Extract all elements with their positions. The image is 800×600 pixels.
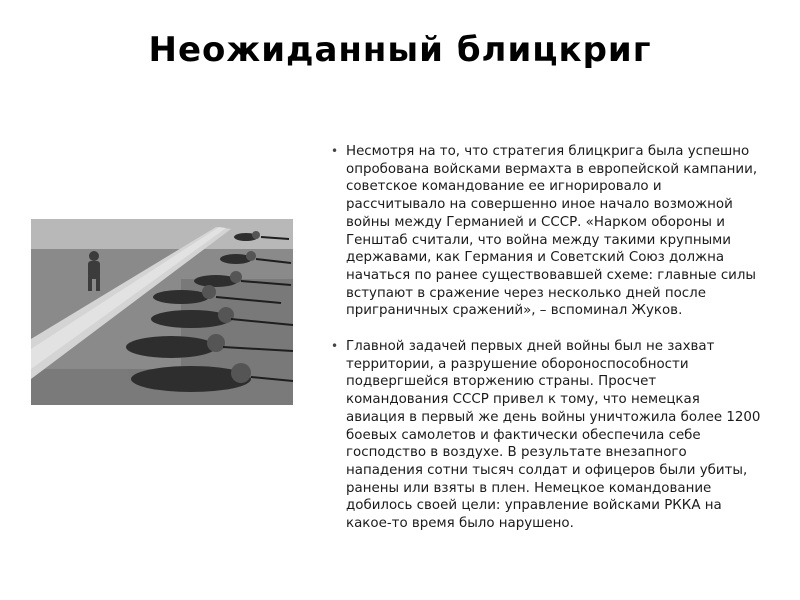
bullet-marker: • bbox=[331, 144, 339, 158]
historical-photo bbox=[31, 219, 293, 405]
soldiers-photo-icon bbox=[31, 219, 293, 405]
bullet-text: Главной задачей первых дней войны был не захват территории, а разрушение обороноспособности подвергшейся вторжению страны. Просчет командования СССР привел к тому, что немецкая авиация в первый же день войны уничтожила более 1200 боевых самолетов и фактически обеспечила себе господство в воздухе. В результате внезапного нападения сотни тысяч солдат и офицеров были убиты, ранены или взяты в плен. Немецкое командование добилось своей цели: управление войсками РККА на какое-то время было нарушено. bbox=[346, 339, 761, 532]
bullet-item-2 bbox=[330, 338, 762, 533]
bullet-text: Несмотря на то, что стратегия блицкрига была успешно опробована войсками вермахта в европейской кампании, советское командование ее игнорировало и рассчитывало на совершенно иное начало возможной войны между Германией и СССР. «Нарком обороны и Генштаб считали, что война между такими крупными державами, как Германия и Советский Союз должна начаться по ранее существовавшей схеме: главные силы вступают в сражение через несколько дней после приграничных сражений», – вспоминал Жуков. bbox=[346, 144, 758, 319]
bullet-item-1 bbox=[330, 143, 762, 320]
bullet-marker: • bbox=[331, 339, 339, 354]
text-column bbox=[330, 143, 762, 551]
slide-title: Неожиданный блицкриг bbox=[148, 30, 652, 70]
